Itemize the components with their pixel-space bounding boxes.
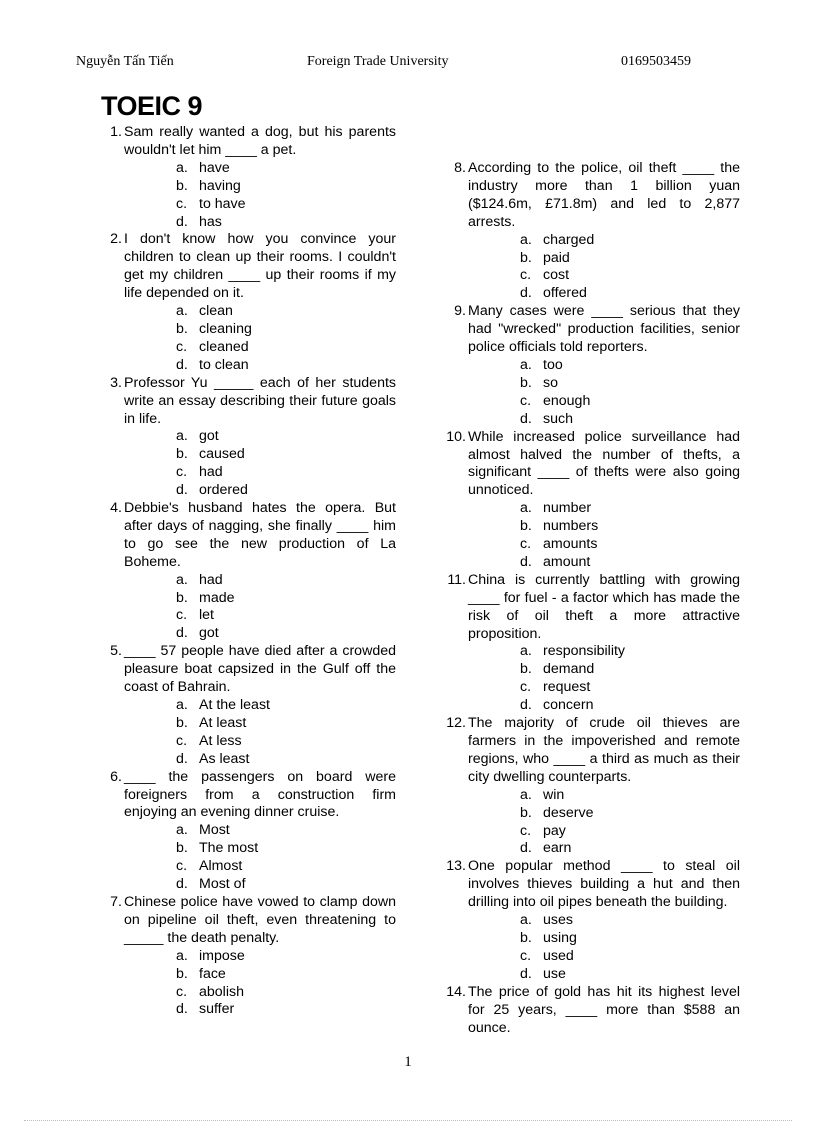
- option-letter: d.: [176, 482, 188, 499]
- option-letter: d.: [176, 625, 188, 642]
- option-text: win: [543, 786, 565, 803]
- answer-options: [468, 357, 740, 429]
- option-text: As least: [199, 750, 250, 767]
- option-text: concern: [543, 697, 594, 714]
- option-text: abolish: [199, 983, 244, 1000]
- answer-option: [124, 160, 396, 178]
- question-item: [96, 643, 396, 768]
- answer-option: [468, 930, 740, 948]
- phone-number: 0169503459: [621, 54, 691, 69]
- option-letter: d.: [520, 697, 532, 714]
- option-text: cost: [543, 267, 570, 284]
- answer-options: [124, 572, 396, 644]
- answer-option: [468, 661, 740, 679]
- answer-options: [468, 912, 740, 984]
- option-text: having: [199, 177, 241, 194]
- option-letter: b.: [176, 320, 188, 337]
- answer-option: [124, 733, 396, 751]
- option-letter: b.: [520, 929, 532, 946]
- option-letter: d.: [520, 840, 532, 857]
- question-text: Sam really wanted a dog, but his parents wouldn't let him ____ a pet.: [124, 124, 396, 158]
- option-letter: b.: [520, 518, 532, 535]
- option-text: had: [199, 464, 223, 481]
- option-letter: c.: [176, 607, 188, 624]
- answer-option: [124, 303, 396, 321]
- option-letter: a.: [176, 947, 188, 964]
- answer-option: [468, 232, 740, 250]
- option-text: At the least: [199, 697, 270, 713]
- option-letter: a.: [520, 643, 532, 660]
- option-text: face: [199, 965, 226, 982]
- option-letter: b.: [520, 661, 532, 678]
- question-number: 7.: [110, 893, 122, 910]
- option-text: using: [543, 929, 577, 946]
- university-name: Foreign Trade University: [307, 54, 449, 69]
- question-item: [440, 715, 740, 858]
- answer-option: [124, 697, 396, 715]
- option-letter: c.: [176, 858, 188, 875]
- answer-option: [124, 178, 396, 196]
- answer-option: [468, 948, 740, 966]
- answer-option: [124, 590, 396, 608]
- option-text: so: [543, 374, 558, 391]
- option-text: let: [199, 607, 214, 624]
- question-item: [96, 375, 396, 500]
- answer-options: [468, 232, 740, 304]
- answer-option: [468, 966, 740, 984]
- left-column: [96, 124, 396, 1019]
- question-text: Debbie's husband hates the opera. But after days of nagging, she finally ____ him to go see the new production of La Boheme.: [124, 500, 396, 570]
- question-item: [440, 303, 740, 428]
- question-number: 13.: [446, 858, 466, 875]
- answer-options: [124, 697, 396, 769]
- answer-option: [468, 375, 740, 393]
- option-text: amount: [543, 553, 591, 570]
- option-text: request: [543, 679, 591, 696]
- option-text: Almost: [199, 858, 243, 875]
- option-text: such: [543, 410, 573, 427]
- question-item: [440, 984, 740, 1038]
- question-item: [96, 894, 396, 1019]
- answer-options: [124, 948, 396, 1020]
- answer-option: [124, 625, 396, 643]
- option-letter: c.: [520, 267, 532, 284]
- answer-options: [124, 303, 396, 375]
- option-letter: d.: [176, 750, 188, 767]
- page-bottom-divider: [24, 1120, 792, 1121]
- option-text: use: [543, 965, 566, 982]
- question-item: [440, 160, 740, 303]
- option-text: uses: [543, 912, 573, 929]
- question-text: ____ 57 people have died after a crowded pleasure boat capsized in the Gulf off the coast of Bahrain.: [124, 643, 396, 696]
- option-letter: a.: [176, 697, 188, 713]
- question-number: 14.: [446, 983, 466, 1000]
- option-text: to have: [199, 195, 246, 212]
- option-text: suffer: [199, 1001, 235, 1018]
- question-number: 3.: [110, 374, 122, 391]
- right-column: [440, 160, 740, 1037]
- option-text: paid: [543, 249, 570, 266]
- answer-option: [468, 554, 740, 572]
- question-text: The price of gold has hit its highest level for 25 years, ____ more than $588 an ounce.: [468, 983, 740, 1036]
- option-text: cleaned: [199, 338, 249, 355]
- answer-option: [468, 643, 740, 661]
- question-number: 4.: [110, 500, 122, 517]
- option-text: enough: [543, 392, 591, 409]
- option-text: At least: [199, 714, 247, 731]
- option-text: charged: [543, 231, 595, 248]
- answer-option: [468, 787, 740, 805]
- option-letter: d.: [176, 213, 188, 230]
- question-item: [96, 124, 396, 231]
- option-letter: a.: [520, 786, 532, 803]
- page-header: [76, 54, 716, 72]
- answer-option: [124, 607, 396, 625]
- option-letter: b.: [520, 374, 532, 391]
- option-letter: b.: [176, 177, 188, 194]
- option-text: numbers: [543, 518, 599, 535]
- question-text: Professor Yu _____ each of her students write an essay describing their future goals in life.: [124, 374, 396, 427]
- question-item: [440, 429, 740, 572]
- answer-options: [468, 500, 740, 572]
- option-text: used: [543, 947, 574, 964]
- answer-options: [468, 787, 740, 859]
- question-number: 12.: [446, 715, 466, 732]
- option-letter: a.: [176, 822, 188, 839]
- question-text: While increased police surveillance had almost halved the number of thefts, a significant ____ of thefts were also going unnoticed.: [468, 428, 740, 499]
- option-letter: c.: [520, 822, 532, 839]
- answer-option: [468, 250, 740, 268]
- answer-option: [124, 321, 396, 339]
- question-item: [96, 500, 396, 643]
- answer-option: [468, 267, 740, 285]
- question-text: China is currently battling with growing ____ for fuel - a factor which has made the risk of oil theft a more attractive proposition.: [468, 571, 740, 642]
- answer-option: [468, 840, 740, 858]
- option-text: amounts: [543, 536, 598, 553]
- question-item: [96, 231, 396, 374]
- option-letter: a.: [176, 159, 188, 176]
- answer-option: [468, 536, 740, 554]
- page-title: TOEIC 9: [101, 91, 203, 121]
- option-text: ordered: [199, 482, 248, 499]
- option-text: has: [199, 213, 222, 230]
- answer-option: [468, 697, 740, 715]
- option-letter: c.: [176, 983, 188, 1000]
- author-name: Nguyễn Tấn Tiến: [76, 54, 174, 69]
- answer-options: [124, 822, 396, 894]
- option-letter: d.: [176, 876, 188, 893]
- option-letter: c.: [176, 338, 188, 355]
- option-letter: b.: [176, 714, 188, 731]
- option-text: clean: [199, 303, 233, 320]
- answer-option: [124, 482, 396, 500]
- option-text: had: [199, 571, 223, 588]
- answer-options: [468, 643, 740, 715]
- question-number: 8.: [454, 160, 466, 176]
- option-letter: c.: [520, 947, 532, 964]
- option-letter: a.: [520, 356, 532, 373]
- answer-option: [124, 876, 396, 894]
- option-letter: c.: [176, 732, 188, 749]
- option-text: impose: [199, 947, 245, 964]
- question-number: 10.: [446, 428, 466, 445]
- question-item: [96, 769, 396, 894]
- option-text: cleaning: [199, 320, 252, 337]
- question-number: 1.: [110, 124, 122, 140]
- option-letter: b.: [520, 804, 532, 821]
- question-number: 11.: [447, 571, 466, 588]
- option-letter: c.: [520, 392, 532, 409]
- answer-option: [124, 572, 396, 590]
- option-text: The most: [199, 840, 259, 857]
- option-letter: c.: [520, 679, 532, 696]
- option-text: offered: [543, 285, 587, 302]
- option-text: number: [543, 500, 592, 517]
- option-letter: b.: [176, 840, 188, 857]
- answer-option: [124, 446, 396, 464]
- option-text: deserve: [543, 804, 594, 821]
- option-text: got: [199, 625, 219, 642]
- option-letter: a.: [520, 500, 532, 517]
- option-letter: a.: [520, 231, 532, 248]
- question-text: Many cases were ____ serious that they had "wrecked" production facilities, senior police officials told reporters.: [468, 303, 740, 356]
- question-text: The majority of crude oil thieves are farmers in the impoverished and remote regions, who ____ a third as much as their city dwelling counterparts.: [468, 715, 740, 785]
- answer-option: [124, 339, 396, 357]
- question-number: 2.: [110, 231, 122, 248]
- option-letter: b.: [176, 965, 188, 982]
- question-text: ____ the passengers on board were foreigners from a construction firm enjoying an evening dinner cruise.: [124, 768, 396, 821]
- answer-option: [124, 966, 396, 984]
- question-text: Chinese police have vowed to clamp down on pipeline oil theft, even threatening to _____ the death penalty.: [124, 893, 396, 946]
- answer-option: [468, 285, 740, 303]
- option-letter: a.: [176, 571, 188, 588]
- option-letter: b.: [520, 249, 532, 266]
- answer-option: [124, 428, 396, 446]
- question-number: 5.: [110, 643, 122, 660]
- option-letter: d.: [520, 965, 532, 982]
- option-letter: b.: [176, 589, 188, 606]
- answer-option: [468, 393, 740, 411]
- answer-option: [468, 500, 740, 518]
- option-text: Most of: [199, 876, 246, 893]
- option-text: pay: [543, 822, 566, 839]
- option-text: demand: [543, 661, 595, 678]
- answer-option: [124, 357, 396, 375]
- option-letter: d.: [520, 553, 532, 570]
- answer-option: [124, 948, 396, 966]
- answer-option: [124, 715, 396, 733]
- option-text: Most: [199, 822, 230, 839]
- option-text: too: [543, 356, 563, 373]
- option-letter: b.: [176, 446, 188, 463]
- answer-option: [468, 823, 740, 841]
- answer-options: [124, 428, 396, 500]
- answer-option: [468, 679, 740, 697]
- answer-option: [468, 357, 740, 375]
- question-text: I don't know how you convince your children to clean up their rooms. I couldn't get my children ____ up their rooms if my life depended on it.: [124, 231, 396, 302]
- answer-option: [124, 214, 396, 232]
- option-text: caused: [199, 446, 245, 463]
- answer-options: [124, 160, 396, 232]
- question-text: One popular method ____ to steal oil involves thieves building a hut and then drilling into oil pipes beneath the building.: [468, 858, 740, 911]
- option-text: have: [199, 159, 230, 176]
- option-letter: c.: [520, 536, 532, 553]
- answer-option: [468, 912, 740, 930]
- option-letter: c.: [176, 464, 188, 481]
- page-number: 1: [404, 1054, 412, 1070]
- option-letter: d.: [176, 356, 188, 373]
- option-text: got: [199, 428, 219, 445]
- option-text: made: [199, 589, 235, 606]
- question-number: 6.: [110, 768, 122, 785]
- option-letter: a.: [520, 912, 532, 929]
- answer-option: [468, 411, 740, 429]
- answer-option: [468, 805, 740, 823]
- answer-option: [124, 858, 396, 876]
- option-text: to clean: [199, 356, 249, 373]
- option-text: At less: [199, 732, 242, 749]
- answer-option: [124, 840, 396, 858]
- question-item: [440, 572, 740, 715]
- option-text: earn: [543, 840, 572, 857]
- option-text: responsibility: [543, 643, 626, 660]
- answer-option: [124, 822, 396, 840]
- answer-option: [124, 196, 396, 214]
- option-letter: d.: [520, 285, 532, 302]
- question-item: [440, 858, 740, 983]
- answer-option: [124, 464, 396, 482]
- question-text: According to the police, oil theft ____ the industry more than 1 billion yuan ($124.6m, £71.8m) and led to 2,877 arrests.: [468, 160, 740, 230]
- answer-option: [468, 518, 740, 536]
- question-number: 9.: [454, 303, 466, 320]
- answer-option: [124, 984, 396, 1002]
- option-letter: c.: [176, 195, 188, 212]
- answer-option: [124, 1001, 396, 1019]
- option-letter: a.: [176, 303, 188, 320]
- option-letter: d.: [176, 1001, 188, 1018]
- option-letter: a.: [176, 428, 188, 445]
- option-letter: d.: [520, 410, 532, 427]
- answer-option: [124, 751, 396, 769]
